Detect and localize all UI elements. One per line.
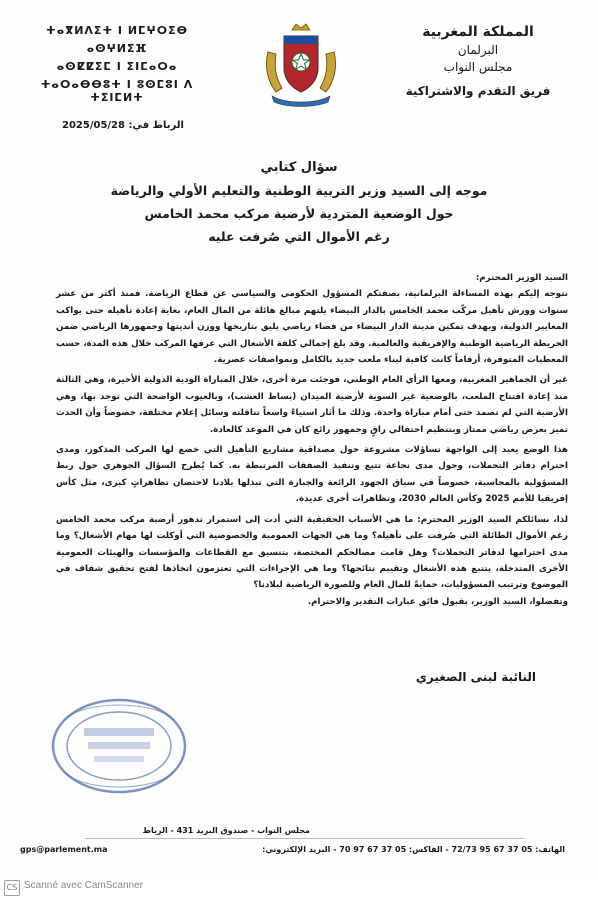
letter-body bbox=[56, 270, 568, 610]
footer-email: gps@parlement.ma bbox=[20, 845, 108, 854]
letter-date: الرباط في: 2025/05/28 bbox=[62, 120, 184, 131]
header-institution-tifinagh bbox=[22, 24, 212, 109]
subject-topic-continued: رغم الأموال التي صُرفت عليه bbox=[208, 229, 390, 244]
tifinagh-house: ⴰⵙⵇⵇⵉⵎ ⵏ ⵉⵏⵎⴰⵔⴰ bbox=[56, 60, 178, 73]
parliament-title: البرلمان bbox=[457, 43, 499, 57]
subject-recipient: موجه إلى السيد وزير التربية الوطنية والتعليم الأولي والرياضة bbox=[110, 183, 488, 198]
official-stamp-icon bbox=[44, 690, 194, 802]
salutation: السيد الوزير المحترم: bbox=[475, 273, 568, 283]
tifinagh-parliament: ⴰⵙⵖⵍⵉⴼ bbox=[86, 42, 148, 55]
body-paragraph-4: لذا، نسائلكم السيد الوزير المحترم: ما هي الأسباب الحقيقية التي أدت إلى استمرار تدهور أرضية مركب محمد الخامس رغم الأموال الطائلة التي صُرفت على تأهيله؟ وما هي الجهات العمومية والخصوصية التي أوكلت لها مهام الأشغال؟ وما مدى احترامها لدفاتر التحملات؟ وهل قامت مصالحكم المختصة، بتنسيق مع القطاعات والمؤسسات والهيئات العمومية الأخرى المتدخلة، بتتبع هذه الأشغال وتقييم نتائجها؟ وما هي الإجراءات التي تعتزمون اتخاذها لفتح تحقيق شفاف في الموضوع وترتيب المسؤوليات، حمايةً للمال العام وللصورة الرياضية لبلادنا؟ bbox=[56, 514, 568, 591]
subject-topic: حول الوضعية المتردية لأرضية مركب محمد الخامس bbox=[144, 206, 454, 221]
body-paragraph-3: هذا الوضع يعيد إلى الواجهة تساؤلات مشروعة حول مصداقية مشاريع التأهيل التي خضع لها المركب المذكور، ومدى احترام دفاتر التحملات، وحول مدى نجاعة تتبع وتنفيذ الصفقات المرتبطة به. كما يُطرح السؤال الجوهري حول ربط المسؤولية بالمحاسبة، خصوصاً في سياق الجهود الرائعة والجبارة التي تبذلها بلادنا لاحتضان تظاهراتٍ كبرى، مثل كأس إفريقيا للأمم 2025 وكأس العالم 2030، وتظاهرات أخرى عديدة. bbox=[56, 445, 568, 505]
letter-footer bbox=[20, 826, 565, 854]
scanner-label: Scanné avec CamScanner bbox=[24, 880, 143, 891]
letter-subject bbox=[40, 160, 558, 252]
camscanner-logo-icon: CS bbox=[4, 880, 20, 896]
moroccan-coat-of-arms-icon bbox=[262, 22, 340, 108]
scanner-watermark bbox=[0, 875, 598, 900]
footer-address: مجلس النواب - صندوق البريد 431 - الرباط bbox=[142, 826, 310, 835]
group-title: فريق التقدم والاشتراكية bbox=[405, 84, 551, 98]
tifinagh-kingdom: ⵜⴰⴳⵍⴷⵉⵜ ⵏ ⵍⵎⵖⵔⵉⴱ bbox=[45, 24, 188, 37]
kingdom-title: المملكة المغربية bbox=[422, 24, 534, 40]
signer-name: النائبة لبنى الصغيري bbox=[415, 670, 536, 684]
footer-contacts-row bbox=[20, 845, 565, 854]
closing-line: وتفضلوا، السيد الوزير، بقبول فائق عبارات التقدير والاحترام. bbox=[307, 596, 568, 607]
header-institution-arabic bbox=[388, 24, 568, 98]
subject-title: سؤال كتابي bbox=[260, 160, 338, 175]
footer-contacts: الهاتف: 05 37 67 95 72/73 - الفاكس: 05 37 67 97 70 - البريد الإلكتروني: bbox=[262, 845, 565, 854]
house-title: مجلس النواب bbox=[443, 60, 513, 74]
body-paragraph-2: غير أن الجماهير المغربية، ومعها الرأي العام الوطني، فوجئت مرة أخرى، خلال المباراة الودية الدولية الأخيرة، وهي الثالثة منذ إعادة افتتاح الملعب، بالوضعية غير السوية لأرضية الميدان (بساط العشب)، وبالعيوب الواضحة التي توجد بها، وهي الأرضية التي لم تصمد حتى أمام مباراة واحدة. وذلك ما أثار استياءً واسعاً تناقلته وسائل إعلام مختلفة، خصوصاً وأن الحدث تميز بعرض رياضي ممتاز وبتنظيم احتفالي راقٍ وجمهور رائع كان في الموعد كالعادة. bbox=[56, 375, 568, 435]
tifinagh-group: ⵜⴰⵔⴰⴱⴱⵓⵜ ⵏ ⵓⵙⵎⵓⵏ ⴷ ⵜⵉⵏⵎⵍⵜ bbox=[40, 78, 194, 104]
body-paragraph-1: نتوجه إليكم بهذه المساءلة البرلمانية، بصفتكم المسؤول الحكومي والسياسي عن قطاع الرياضة. فمنذ أكثر من عشر سنوات وورش تأهيل مركّب محمد الخامس بالدار البيضاء يلتهم مبالغ هائلة من المال العام، بغاية إعادة تأهيله حتى يواكب المعايير الدولية، وبهدف تمكين مدينة الدار البيضاء من فضاء رياضي يليق بتاريخها ووزن أنديتها وجمهورها الرياضي ضمن الخريطة الرياضية الوطنية والإفريقية والعالمية. وقد بلغ إجمالي كلفة الأشغال التي عرفها المركب خلال هذه المدة، حسب المعطيات المتوفرة، أرقاماً كانت كافية لبناء ملعب جديد بالكامل وبمواصفات عصرية. bbox=[56, 289, 568, 366]
